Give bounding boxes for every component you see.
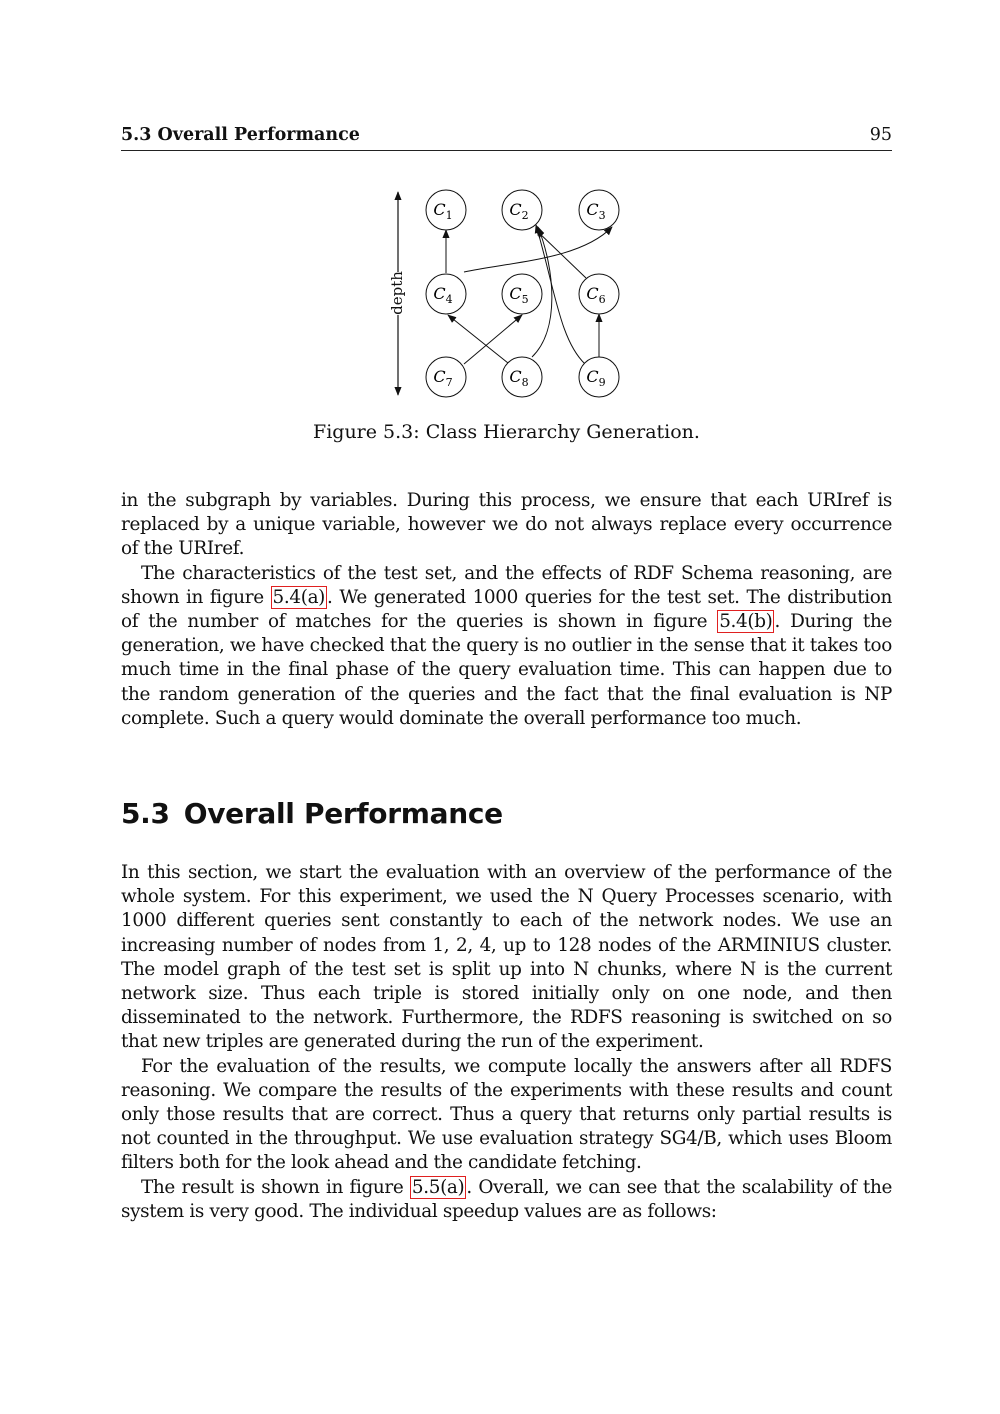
body-text-upper xyxy=(121,489,892,731)
figure-reference-link[interactable]: 5.4(a) xyxy=(272,586,326,608)
svg-text:C7: $C_7$ xyxy=(433,367,453,389)
paragraph: in the subgraph by variables. During this process, we ensure that each URIref is replaced by a unique variable, however we do not always replace every occurrence of the URIref. xyxy=(121,490,892,560)
class-hierarchy-diagram xyxy=(380,180,630,405)
svg-text:C3: $C_3$ xyxy=(586,200,606,222)
svg-text:C4: $C_4$ xyxy=(433,284,453,306)
figure-reference-link[interactable]: 5.4(b) xyxy=(719,611,773,633)
node-c1 xyxy=(426,190,466,230)
svg-text:C1: $C_1$ xyxy=(433,200,453,222)
section-title: Overall Performance xyxy=(183,797,503,830)
class-hierarchy-figure xyxy=(380,180,630,405)
body-text-lower xyxy=(121,861,892,1224)
node-c9 xyxy=(579,357,619,397)
section-number: 5.3 xyxy=(121,797,170,830)
svg-text:C6: $C_6$ xyxy=(586,284,606,306)
svg-text:C5: $C_5$ xyxy=(509,284,529,306)
figure-caption: Figure 5.3: Class Hierarchy Generation. xyxy=(313,421,700,443)
paragraph: In this section, we start the evaluation with an overview of the performance of the whole system. For this experiment, we used the N Query Processes scenario, with 1000 different queries sent constantly to each of the network nodes. We use an increasing number of nodes from 1, 2, 4, up to 128 nodes of the ARMINIUS cluster. The model graph of the test set is split up into N chunks, where N is the current network size. Thus each triple is stored initially only on one node, and then disseminated to the network. Furthermore, the RDFS reasoning is switched on so that new triples are generated during the run of the experiment. xyxy=(121,862,892,1053)
node-c4 xyxy=(426,274,466,314)
section-heading xyxy=(121,797,503,830)
edge-c8-c4 xyxy=(448,315,508,363)
paragraph: For the evaluation of the results, we compute locally the answers after all RDFS reasoning. We compare the results of the experiments with these results and count only those results that are correct. Thus a query that returns only partial results is not counted in the throughput. We use evaluation strategy SG4/B, which uses Bloom filters both for the look ahead and the candidate fetching. xyxy=(121,1055,892,1174)
node-c3 xyxy=(579,190,619,230)
edge-c9-c2 xyxy=(536,225,585,364)
node-c2 xyxy=(502,190,542,230)
svg-text:C8: $C_8$ xyxy=(509,367,529,389)
node-c8 xyxy=(502,357,542,397)
paragraph: The result is shown in figure 5.5(a) . Overall, we can see that the scalability of the system is very good. The individual speedup values are as follows: xyxy=(121,1176,892,1222)
node-c6 xyxy=(579,274,619,314)
node-c5 xyxy=(502,274,542,314)
paragraph: The characteristics of the test set, and the effects of RDF Schema reasoning, are shown in figure 5.4(a) . We generated 1000 queries for the test set. The distribution of the number of matches for the queries is shown in figure 5.4(b) . During the generation, we have checked that the query is no outlier in the sense that it takes too much time in the final phase of the query evaluation time. This can happen due to the random generation of the queries and the fact that the final evaluation is NP complete. Such a query would dominate the overall performance too much. xyxy=(121,562,893,729)
svg-text:C2: $C_2$ xyxy=(509,200,529,222)
running-header xyxy=(121,124,892,151)
edge-c7-c5 xyxy=(464,315,522,364)
figure-reference-link[interactable]: 5.5(a) xyxy=(411,1176,465,1198)
svg-text:C9: $C_9$ xyxy=(586,367,606,389)
depth-axis-label: depth xyxy=(388,271,406,315)
page-number: 95 xyxy=(869,125,892,145)
header-section-title: 5.3 Overall Performance xyxy=(121,125,360,145)
node-c7 xyxy=(426,357,466,397)
